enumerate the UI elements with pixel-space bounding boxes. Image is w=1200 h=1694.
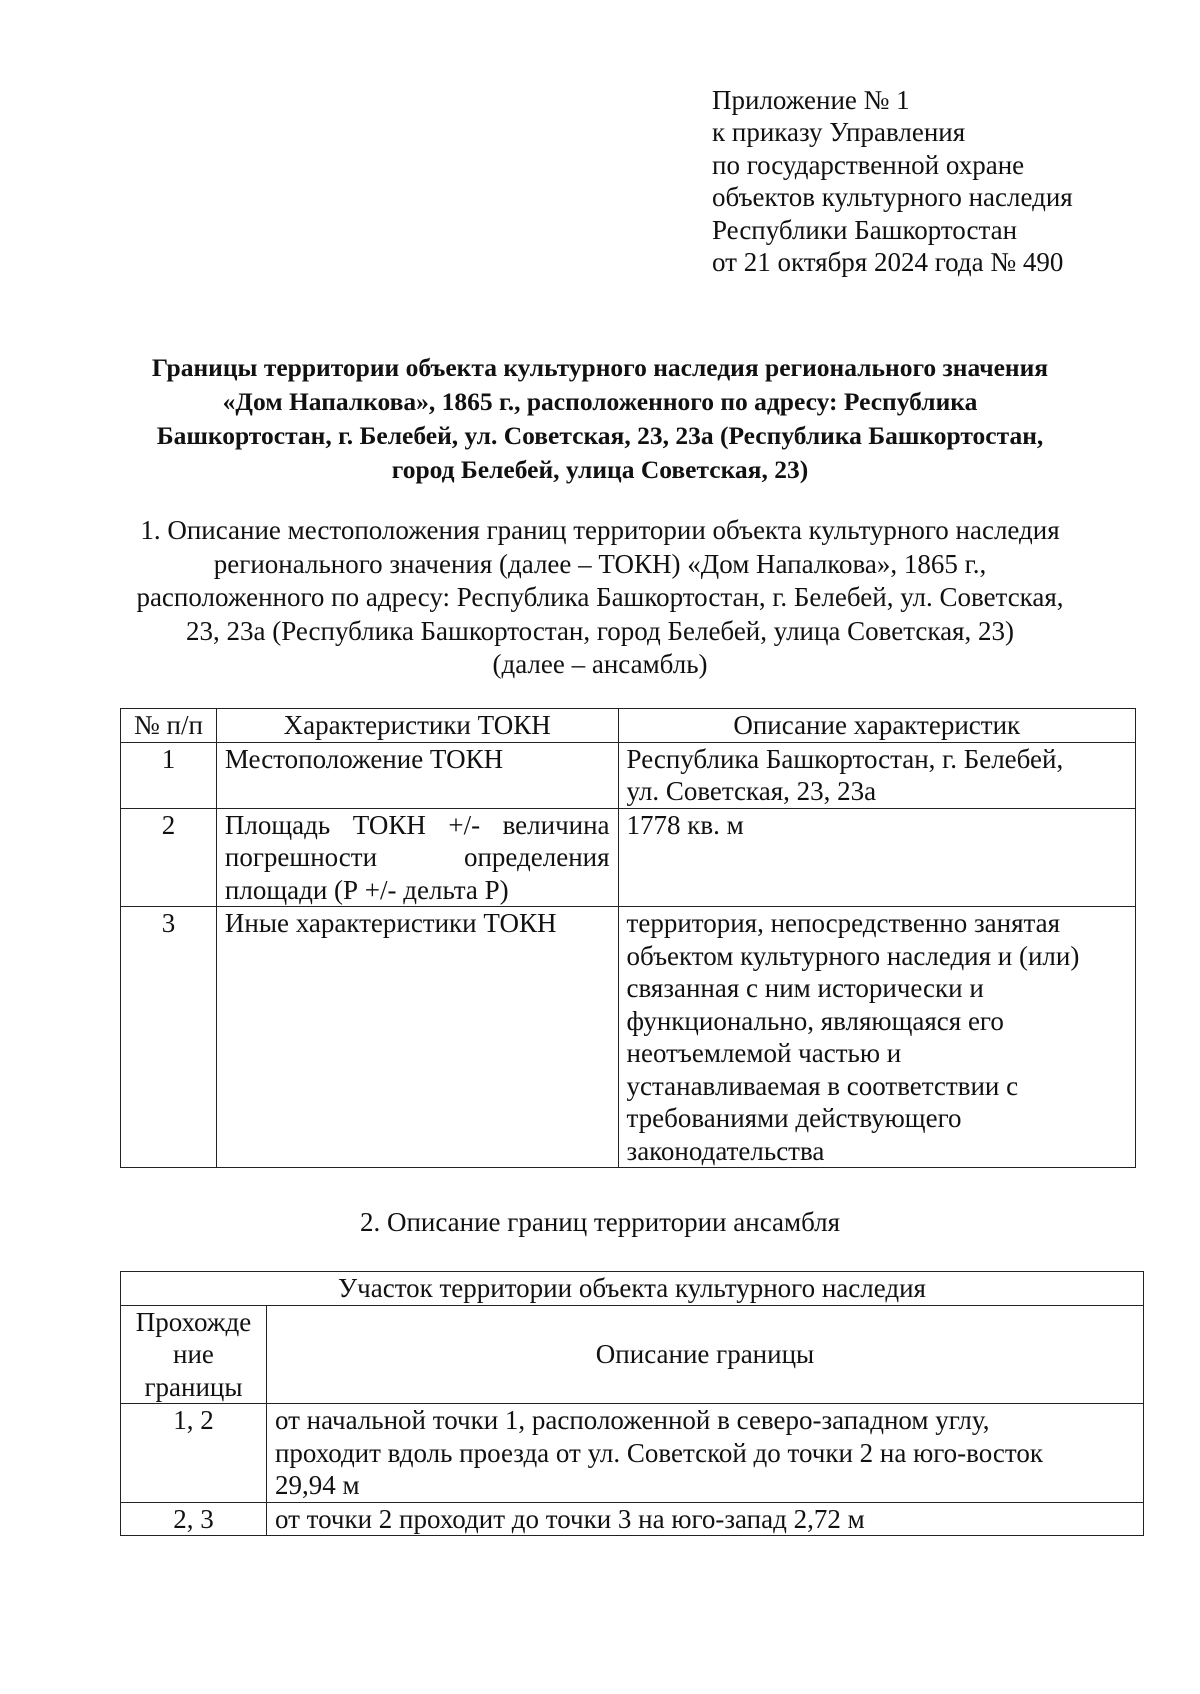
row-boundary-description [266, 1404, 1143, 1503]
table-row [121, 1404, 1144, 1503]
row-pass: 1, 2 [121, 1404, 267, 1503]
row-pass: 2, 3 [121, 1502, 267, 1536]
description-line: объектом культурного наследия и (или) [626, 940, 1080, 971]
description-line: Республика Башкортостан, г. Белебей, [626, 743, 1064, 774]
boundary-table [120, 1271, 1144, 1536]
table-caption: Участок территории объекта культурного наследия [121, 1272, 1144, 1306]
description-line: устанавливаемая в соответствии с [626, 1070, 1019, 1101]
table-row [121, 742, 1136, 808]
row-number: 3 [121, 907, 217, 1168]
appendix-line: Приложение № 1 [712, 85, 910, 115]
description-line: требованиями действующего [626, 1103, 962, 1133]
row-boundary-description [266, 1502, 1143, 1536]
row-number: 2 [121, 808, 217, 907]
description-line: от точки 2 проходит до точки 3 на юго-запад 2,72 м [274, 1503, 865, 1534]
row-description [618, 907, 1135, 1168]
title-line: Башкортостан, г. Белебей, ул. Советская, 23, 23а (Республика Башкортостан, [156, 421, 1044, 450]
row-characteristic: Иные характеристики ТОКН [216, 907, 618, 1168]
appendix-line: объектов культурного наследия [712, 182, 1073, 213]
description-line: территория, непосредственно занятая [626, 908, 1061, 938]
description-line: от начальной точки 1, расположенной в северо-западном углу, [274, 1405, 990, 1435]
appendix-block [712, 84, 1073, 278]
table-row [121, 907, 1136, 1168]
description-line: неотъемлемой частью и [626, 1038, 902, 1068]
description-line: ул. Советская, 23, 23а [626, 776, 877, 806]
table-header-row [121, 709, 1136, 743]
section-1-line: 23, 23а (Республика Башкортостан, город Белебей, улица Советская, 23) [186, 615, 1014, 646]
title-line: «Дом Напалкова», 1865 г., расположенного по адресу: Республика [222, 387, 978, 416]
section-1-heading [100, 514, 1100, 682]
column-header-boundary-description: Описание границы [266, 1305, 1143, 1404]
section-1-line: 1. Описание местоположения границ территории объекта культурного наследия [140, 515, 1060, 545]
section-1-line: (далее – ансамбль) [492, 649, 708, 680]
header-line: Прохожде [135, 1306, 252, 1337]
section-1-line: расположенного по адресу: Республика Башкортостан, г. Белебей, ул. Советская, [136, 582, 1064, 613]
appendix-line: Республики Башкортостан [712, 214, 1018, 245]
column-header-pass [121, 1305, 267, 1404]
appendix-line: к приказу Управления [712, 117, 966, 148]
description-line: 1778 кв. м [626, 809, 744, 840]
characteristics-table [120, 708, 1136, 1168]
document-title [100, 351, 1100, 487]
column-header-description: Описание характеристик [618, 709, 1135, 743]
title-line: Границы территории объекта культурного наследия регионального значения [151, 353, 1049, 382]
row-characteristic: Местоположение ТОКН [216, 742, 618, 808]
title-line: город Белебей, улица Советская, 23) [391, 455, 809, 484]
row-description [618, 742, 1135, 808]
row-characteristic: Площадь ТОКН +/- величина погрешности определения площади (Р +/- дельта Р) [216, 808, 618, 907]
column-header-number: № п/п [121, 709, 217, 743]
appendix-line: от 21 октября 2024 года № 490 [712, 247, 1064, 278]
column-header-characteristic: Характеристики ТОКН [216, 709, 618, 743]
row-description [618, 808, 1135, 907]
section-2-heading: 2. Описание границ территории ансамбля [359, 1207, 841, 1237]
header-line: границы [144, 1371, 243, 1402]
table-header-row [121, 1305, 1144, 1404]
table-row [121, 808, 1136, 907]
table-caption-row [121, 1272, 1144, 1306]
row-number: 1 [121, 742, 217, 808]
description-line: проходит вдоль проезда от ул. Советской до точки 2 на юго-восток [274, 1437, 1043, 1468]
header-line: ние [173, 1339, 214, 1369]
description-line: законодательства [626, 1135, 825, 1166]
table-row [121, 1502, 1144, 1536]
description-line: связанная с ним исторически и [626, 973, 984, 1003]
section-1-line: регионального значения (далее – ТОКН) «Дом Напалкова», 1865 г., [213, 548, 987, 579]
description-line: функционально, являющаяся его [626, 1005, 1004, 1036]
description-line: 29,94 м [274, 1470, 360, 1500]
appendix-line: по государственной охране [712, 149, 1025, 180]
